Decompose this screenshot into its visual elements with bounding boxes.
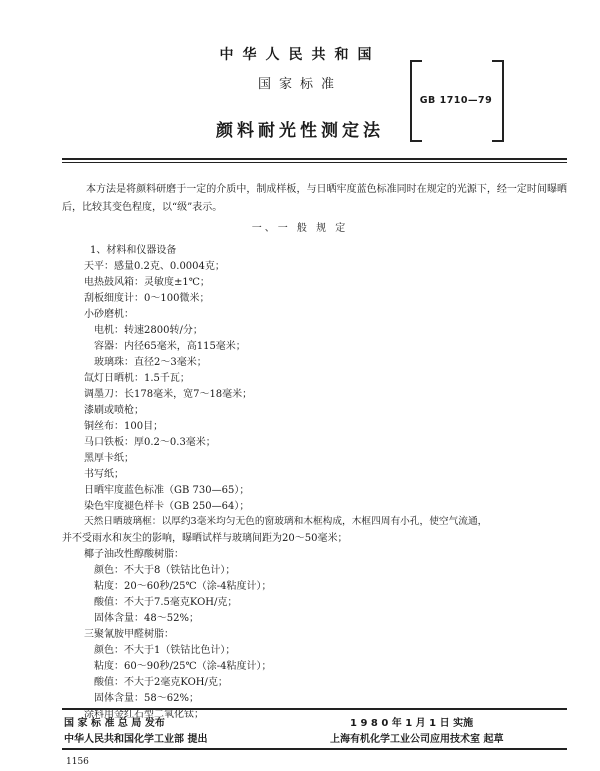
body-line: 1、材料和仪器设备: [90, 245, 177, 256]
body-line: 日晒牢度蓝色标准（GB 730—65）；: [84, 485, 250, 496]
standard-label: 国家标准: [257, 77, 342, 92]
body-line: 电机：转速2800转/分；: [94, 325, 203, 336]
body-line: 容器：内径65毫米，高115毫米；: [94, 341, 246, 352]
body-line: 酸值：不大于2毫克KOH/克；: [94, 677, 228, 688]
standard-code: GB 1710—79: [419, 95, 493, 106]
body-line: 椰子油改性醇酸树脂：: [84, 549, 184, 560]
body-line: 固体含量：48～52%；: [94, 613, 199, 624]
body-line: 电热鼓风箱：灵敏度±1℃；: [84, 277, 210, 288]
body-line: 马口铁板：厚0.2～0.3毫米；: [84, 437, 216, 448]
footer-bottom-divider: [62, 748, 567, 750]
body-line: 玻璃珠：直径2～3毫米；: [94, 357, 207, 368]
body-line: 染色牢度褪色样卡（GB 250—64）；: [84, 501, 250, 512]
body-line: 调墨刀：长178毫米，宽7～18毫米；: [84, 389, 253, 400]
body-line: 酸值：不大于7.5毫克KOH/克；: [94, 597, 238, 608]
body-line: 天平：感量0.2克、0.0004克；: [84, 261, 225, 272]
body-line: 氙灯日晒机：1.5千瓦；: [84, 373, 190, 384]
document-title: 颜料耐光性测定法: [216, 121, 384, 141]
page-number: 1156: [66, 757, 89, 767]
body-line: 小砂磨机：: [84, 309, 134, 320]
header-divider-thick: [62, 158, 567, 160]
body-line: 涂料用金红石型二氧化钛；: [84, 709, 204, 720]
body-line: 并不受雨水和灰尘的影响，曝晒试样与玻璃间距为20～50毫米；: [62, 533, 348, 544]
body-line: 刮板细度计：0～100微米；: [84, 293, 210, 304]
body-line: 书写纸；: [84, 469, 124, 480]
body-line: 颜色：不大于8（铁钴比色计）；: [94, 565, 236, 576]
intro-paragraph: 本方法是将颜料研磨于一定的介质中，制成样板，与日晒牢度蓝色标准同时在规定的光源下，经一定时间曝晒后，比较其变色程度，以“级”表示。: [62, 184, 567, 213]
footer-issuer: 国 家 标 准 总 局 发布: [64, 718, 165, 729]
header-divider-thin: [62, 162, 567, 163]
section-heading: 一、一 般 规 定: [251, 223, 349, 234]
body-line: 漆刷或喷枪；: [84, 405, 144, 416]
country-name: 中华人民共和国: [219, 47, 381, 63]
footer-divider: [62, 708, 567, 710]
body-line: 固体含量：58～62%；: [94, 693, 199, 704]
body-line: 粘度：20～60秒/25℃（涂-4粘度计）；: [94, 581, 272, 592]
body-line: 粘度：60～90秒/25℃（涂-4粘度计）；: [94, 661, 272, 672]
footer-drafter: 上海有机化学工业公司应用技术室 起草: [330, 734, 504, 745]
footer-proposer: 中华人民共和国化学工业部 提出: [64, 734, 208, 745]
footer-date: 1 9 8 0 年 1 月 1 日 实施: [350, 718, 474, 729]
body-line: 黑厚卡纸；: [84, 453, 134, 464]
body-line: 天然日晒玻璃框：以厚约3毫米均匀无色的窗玻璃和木框构成，木框四周有小孔，使空气流通，: [84, 516, 488, 527]
body-line: 铜丝布：100目；: [84, 421, 164, 432]
body-line: 颜色：不大于1（铁钴比色计）；: [94, 645, 236, 656]
body-line: 三聚氰胺甲醛树脂：: [84, 629, 174, 640]
